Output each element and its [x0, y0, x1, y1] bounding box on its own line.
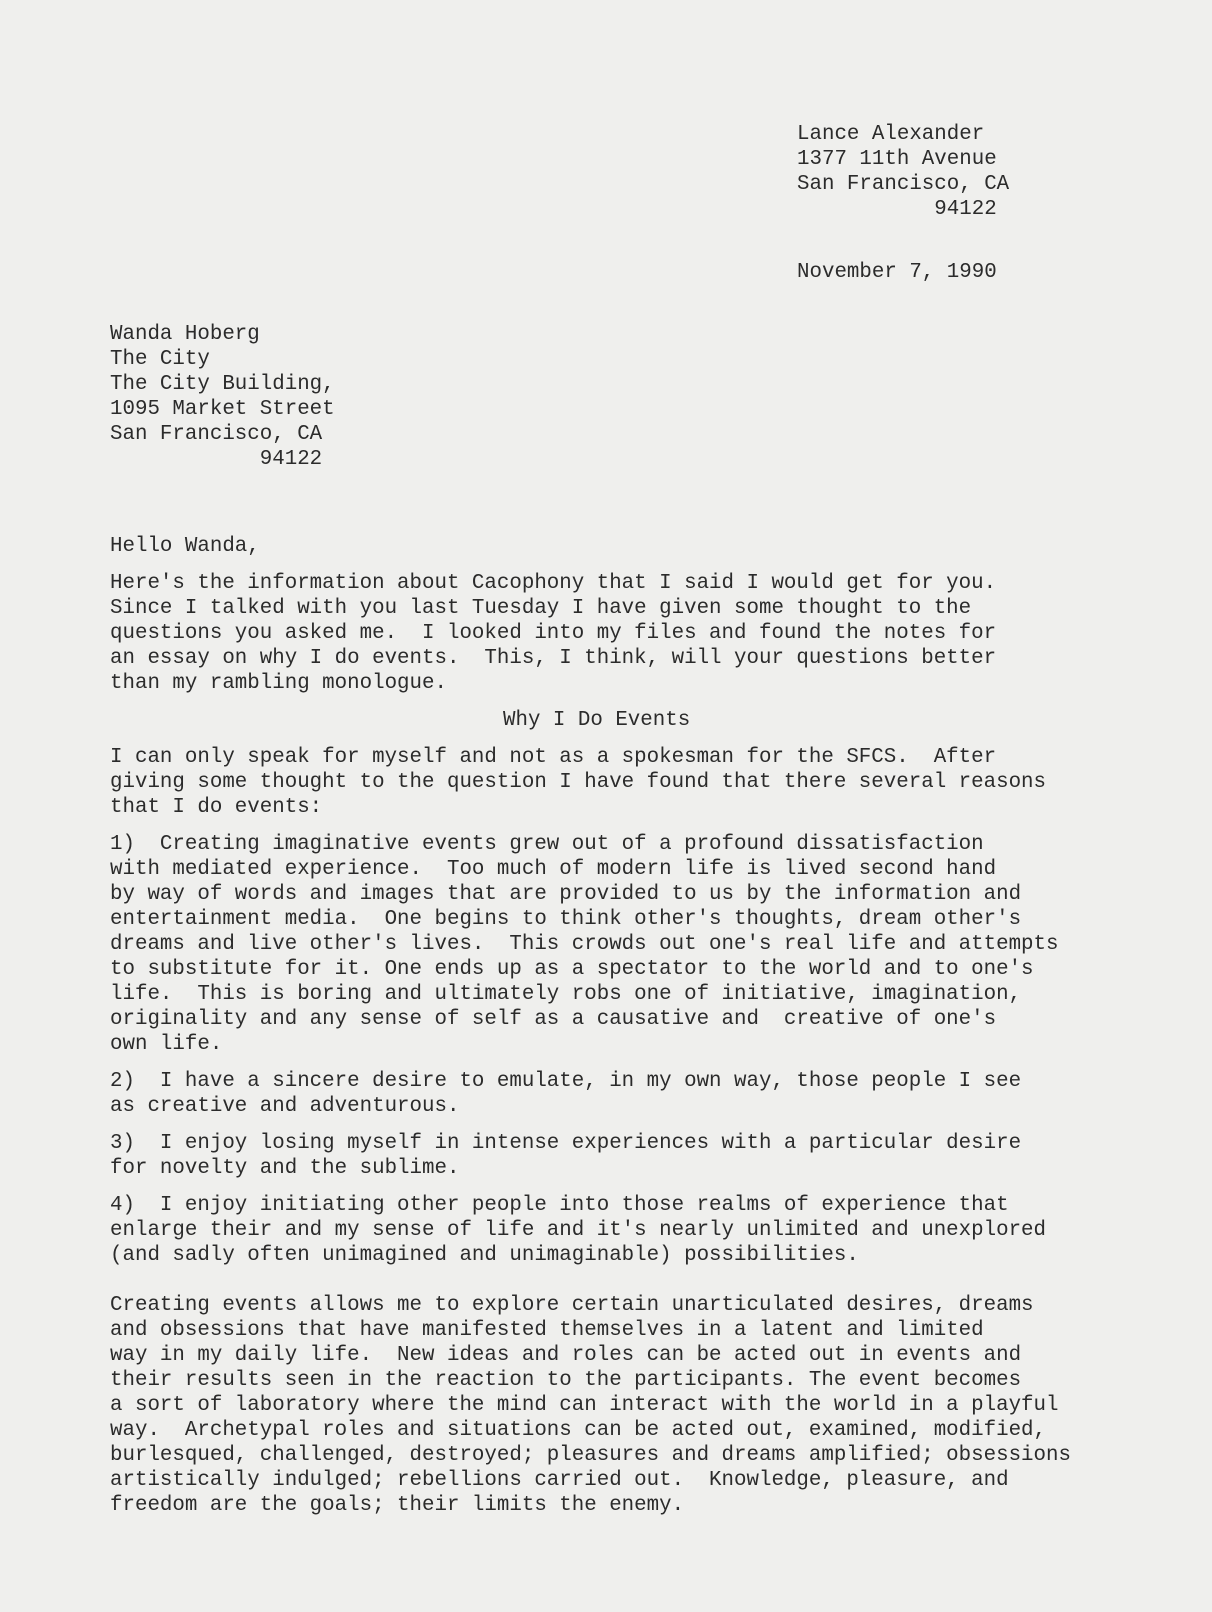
reason-line: 3) I enjoy losing myself in intense experiences with a particular desire	[110, 1132, 1022, 1155]
letter-date	[797, 260, 997, 285]
closing-line: a sort of laboratory where the mind can interact with the world in a playful	[110, 1394, 1059, 1417]
closing-line: way in my daily life. New ideas and roles can be acted out in events and	[110, 1344, 1022, 1367]
reason-line: 2) I have a sincere desire to emulate, in my own way, those people I see	[110, 1070, 1022, 1093]
reason-line: with mediated experience. Too much of modern life is lived second hand	[110, 858, 997, 881]
closing-line: way. Archetypal roles and situations can be acted out, examined, modified,	[110, 1419, 1047, 1442]
intro-line: Here's the information about Cacophony that I said I would get for you.	[110, 572, 997, 595]
reason-2-paragraph	[110, 1069, 1110, 1119]
closing-line: their results seen in the reaction to the participants. The event becomes	[110, 1369, 1022, 1392]
reason-line: dreams and live other's lives. This crowds out one's real life and attempts	[110, 933, 1059, 956]
intro-line: Since I talked with you last Tuesday I have given some thought to the	[110, 597, 972, 620]
greeting	[110, 534, 1110, 559]
sender-zip: 94122	[797, 198, 997, 221]
reason-line: to substitute for it. One ends up as a spectator to the world and to one's	[110, 958, 1034, 981]
intro-line: than my rambling monologue.	[110, 672, 447, 695]
reason-1-paragraph	[110, 832, 1110, 1057]
reason-line: for novelty and the sublime.	[110, 1157, 460, 1180]
reason-4-paragraph	[110, 1193, 1110, 1268]
sender-name: Lance Alexander	[797, 123, 985, 146]
closing-line: freedom are the goals; their limits the enemy.	[110, 1494, 685, 1517]
sender-street: 1377 11th Avenue	[797, 148, 997, 171]
essay-title-text: Why I Do Events	[503, 709, 691, 732]
date-text: November 7, 1990	[797, 261, 997, 284]
intro-line: questions you asked me. I looked into my files and found the notes for	[110, 622, 997, 645]
recipient-org: The City	[110, 348, 210, 371]
reason-line: life. This is boring and ultimately robs one of initiative, imagination,	[110, 983, 1022, 1006]
recipient-address	[110, 322, 335, 472]
letter-body	[110, 534, 1110, 1530]
reason-line: 4) I enjoy initiating other people into those realms of experience that	[110, 1194, 1009, 1217]
recipient-zip: 94122	[110, 448, 323, 471]
reason-line: 1) Creating imaginative events grew out of a profound dissatisfaction	[110, 833, 984, 856]
sender-address	[797, 122, 1009, 222]
intro-line: an essay on why I do events. This, I think, will your questions better	[110, 647, 997, 670]
essay-intro-line: I can only speak for myself and not as a spokesman for the SFCS. After	[110, 746, 997, 769]
reason-line: enlarge their and my sense of life and it's nearly unlimited and unexplored	[110, 1219, 1047, 1242]
essay-intro-line: giving some thought to the question I have found that there several reasons	[110, 771, 1047, 794]
recipient-street: 1095 Market Street	[110, 398, 335, 421]
reason-line: own life.	[110, 1033, 223, 1056]
recipient-name: Wanda Hoberg	[110, 323, 260, 346]
reason-line: originality and any sense of self as a causative and creative of one's	[110, 1008, 997, 1031]
sender-city: San Francisco, CA	[797, 173, 1010, 196]
reason-line: by way of words and images that are provided to us by the information and	[110, 883, 1022, 906]
recipient-building: The City Building,	[110, 373, 335, 396]
essay-intro-paragraph	[110, 745, 1110, 820]
closing-line: and obsessions that have manifested themselves in a latent and limited	[110, 1319, 984, 1342]
recipient-city: San Francisco, CA	[110, 423, 323, 446]
reason-3-paragraph	[110, 1131, 1110, 1181]
intro-paragraph	[110, 571, 1110, 696]
reason-line: (and sadly often unimagined and unimaginable) possibilities.	[110, 1244, 859, 1267]
closing-line: Creating events allows me to explore certain unarticulated desires, dreams	[110, 1294, 1034, 1317]
reason-line: entertainment media. One begins to think other's thoughts, dream other's	[110, 908, 1022, 931]
greeting-text: Hello Wanda,	[110, 535, 260, 558]
essay-intro-line: that I do events:	[110, 796, 323, 819]
closing-paragraph	[110, 1293, 1110, 1518]
closing-line: artistically indulged; rebellions carried out. Knowledge, pleasure, and	[110, 1469, 1009, 1492]
essay-title	[110, 708, 1110, 733]
closing-line: burlesqued, challenged, destroyed; pleasures and dreams amplified; obsessions	[110, 1444, 1071, 1467]
reason-line: as creative and adventurous.	[110, 1095, 460, 1118]
